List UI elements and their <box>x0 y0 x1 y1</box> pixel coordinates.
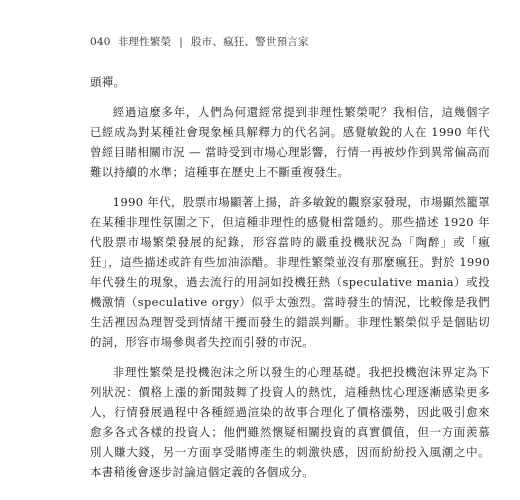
chapter-title: 股市、瘋狂、警世預言家 <box>190 36 309 48</box>
book-title: 非理性繁榮 <box>117 36 172 48</box>
paragraph-continuation: 頭禪。 <box>90 75 126 89</box>
page-number: 040 <box>90 36 111 48</box>
paragraph-2: 1990 年代，股票市場顯著上揚，許多敏銳的觀察家發現，市場顯然籠罩在某種非理性氛圍之下，但這種非理性的感覺相當隱約。那些描述 1920 年代股票市場繁榮發展的紀錄，形容當時的嚴重投機狀況為「陶醉」或「瘋狂」，這些描述或許有些加油添醋。非理性繁榮並沒有那麼瘋狂。對於 1990 年代發生的現象，過去流行的用詞如投機狂熱（speculative mania）或投機激情（speculative orgy）似乎太強烈。當時發生的情況，比較像是我們生活裡因為理智受到情緒干擾而發生的錯誤判斷。非理性繁榮似乎是個貼切的詞，形容市場參與者失控而引發的市況。 <box>90 195 490 349</box>
paragraph-1: 經過這麼多年，人們為何還經常提到非理性繁榮呢？我相信，這幾個字已經成為對某種社會現象極具解釋力的代名詞。感覺敏銳的人在 1990 年代曾經目睹相關市況 — 當時受到市場心理影響，行情一再被炒作到異常偏高而難以持續的水準；這種事在歷史上不斷重複發生。 <box>90 105 490 179</box>
running-header <box>90 34 309 49</box>
header-separator: | <box>179 36 183 48</box>
paragraph-3: 非理性繁榮是投機泡沫之所以發生的心理基礎。我把投機泡沫界定為下列狀況：價格上漲的新聞鼓舞了投資人的熱忱，這種熱忱心理逐漸感染更多人，行情發展過程中各種經過渲染的故事合理化了價格漲勢，因此吸引愈來愈多各式各樣的投資人；他們雖然懷疑相關投資的真實價值，但一方面羨慕別人賺大錢，另一方面享受賭博產生的刺激快感，因而紛紛投入風潮之中。本書稍後會逐步討論這個定義的各個成分。 <box>90 365 490 479</box>
body-text <box>90 72 490 492</box>
